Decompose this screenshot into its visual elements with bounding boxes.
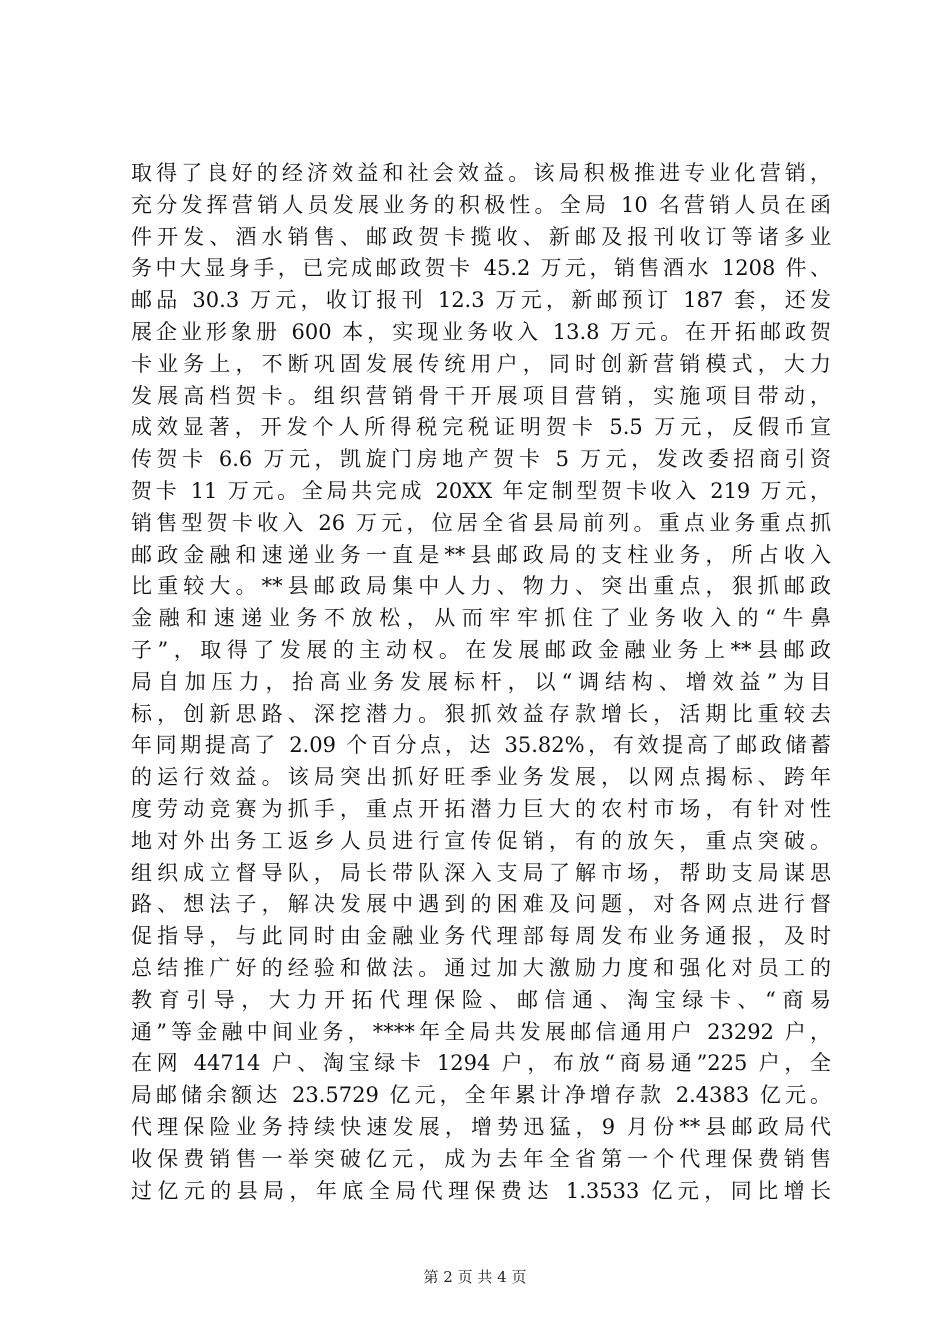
text-line: 标，创新思路、深挖潜力。狠抓效益存款增长，活期比重较去: [131, 701, 831, 726]
text-line: 局自加压力，抬高业务发展标杆，以“调结构、增效益”为目: [131, 669, 831, 694]
text-line: 展企业形象册 600 本，实现业务收入 13.8 万元。在开拓邮政贺: [131, 319, 831, 344]
text-line: 充分发挥营销人员发展业务的积极性。全局 10 名营销人员在函: [131, 192, 831, 217]
text-line: 年同期提高了 2.09 个百分点，达 35.82%，有效提高了邮政储蓄: [131, 733, 831, 758]
text-line: 代理保险业务持续快速发展，增势迅猛，9 月份**县邮政局代: [131, 1114, 831, 1139]
text-line: 销售型贺卡收入 26 万元，位居全省县局前列。重点业务重点抓: [131, 510, 831, 535]
text-line: 贺卡 11 万元。全局共完成 20XX 年定制型贺卡收入 219 万元，: [131, 478, 831, 503]
text-line: 务中大显身手，已完成邮政贺卡 45.2 万元，销售酒水 1208 件、: [131, 256, 831, 281]
text-line: 件开发、酒水销售、邮政贺卡揽收、新邮及报刊收订等诸多业: [131, 224, 831, 249]
text-line: 取得了良好的经济效益和社会效益。该局积极推进专业化营销，: [131, 161, 831, 185]
text-line: 金融和速递业务不放松，从而牢牢抓住了业务收入的“牛鼻: [131, 606, 831, 631]
text-line: 度劳动竞赛为抓手，重点开拓潜力巨大的农村市场，有针对性: [131, 796, 831, 821]
text-line: 的运行效益。该局突出抓好旺季业务发展，以网点揭标、跨年: [131, 765, 831, 790]
text-line: 局邮储余额达 23.5729 亿元，全年累计净增存款 2.4383 亿元。: [131, 1083, 831, 1108]
text-line: 成效显著，开发个人所得税完税证明贺卡 5.5 万元，反假币宣: [131, 415, 831, 440]
text-line: 邮品 30.3 万元，收订报刊 12.3 万元，新邮预订 187 套，还发: [131, 288, 831, 313]
text-line: 地对外出务工返乡人员进行宣传促销，有的放矢，重点突破。: [131, 828, 831, 853]
text-line: 通”等金融中间业务，****年全局共发展邮信通用户 23292 户，: [131, 1019, 831, 1044]
text-line: 促指导，与此同时由金融业务代理部每周发布业务通报，及时: [131, 924, 831, 949]
text-line: 邮政金融和速递业务一直是**县邮政局的支柱业务，所占收入: [131, 542, 831, 567]
text-line: 子”，取得了发展的主动权。在发展邮政金融业务上**县邮政: [131, 637, 831, 662]
text-line: 收保费销售一举突破亿元，成为去年全省第一个代理保费销售: [131, 1146, 831, 1171]
text-line: 总结推广好的经验和做法。通过加大激励力度和强化对员工的: [131, 955, 831, 980]
text-line: 路、想法子，解决发展中遇到的困难及问题，对各网点进行督: [131, 892, 831, 917]
text-line: 卡业务上，不断巩固发展传统用户，同时创新营销模式，大力: [131, 351, 831, 376]
text-line: 比重较大。**县邮政局集中人力、物力、突出重点，狠抓邮政: [131, 574, 831, 599]
page-number-footer: 第 2 页 共 4 页: [423, 1268, 527, 1286]
text-line: 发展高档贺卡。组织营销骨干开展项目营销，实施项目带动，: [131, 383, 831, 408]
text-line: 传贺卡 6.6 万元，凯旋门房地产贺卡 5 万元，发改委招商引资: [131, 447, 831, 472]
text-line: 在网 44714 户、淘宝绿卡 1294 户，布放“商易通”225 户，全: [131, 1051, 831, 1076]
text-line: 过亿元的县局，年底全局代理保费达 1.3533 亿元，同比增长: [131, 1178, 831, 1203]
text-line: 组织成立督导队，局长带队深入支局了解市场，帮助支局谋思: [131, 860, 831, 885]
text-line: 教育引导，大力开拓代理保险、邮信通、淘宝绿卡、“商易: [131, 987, 831, 1012]
body-text: [131, 158, 831, 1207]
